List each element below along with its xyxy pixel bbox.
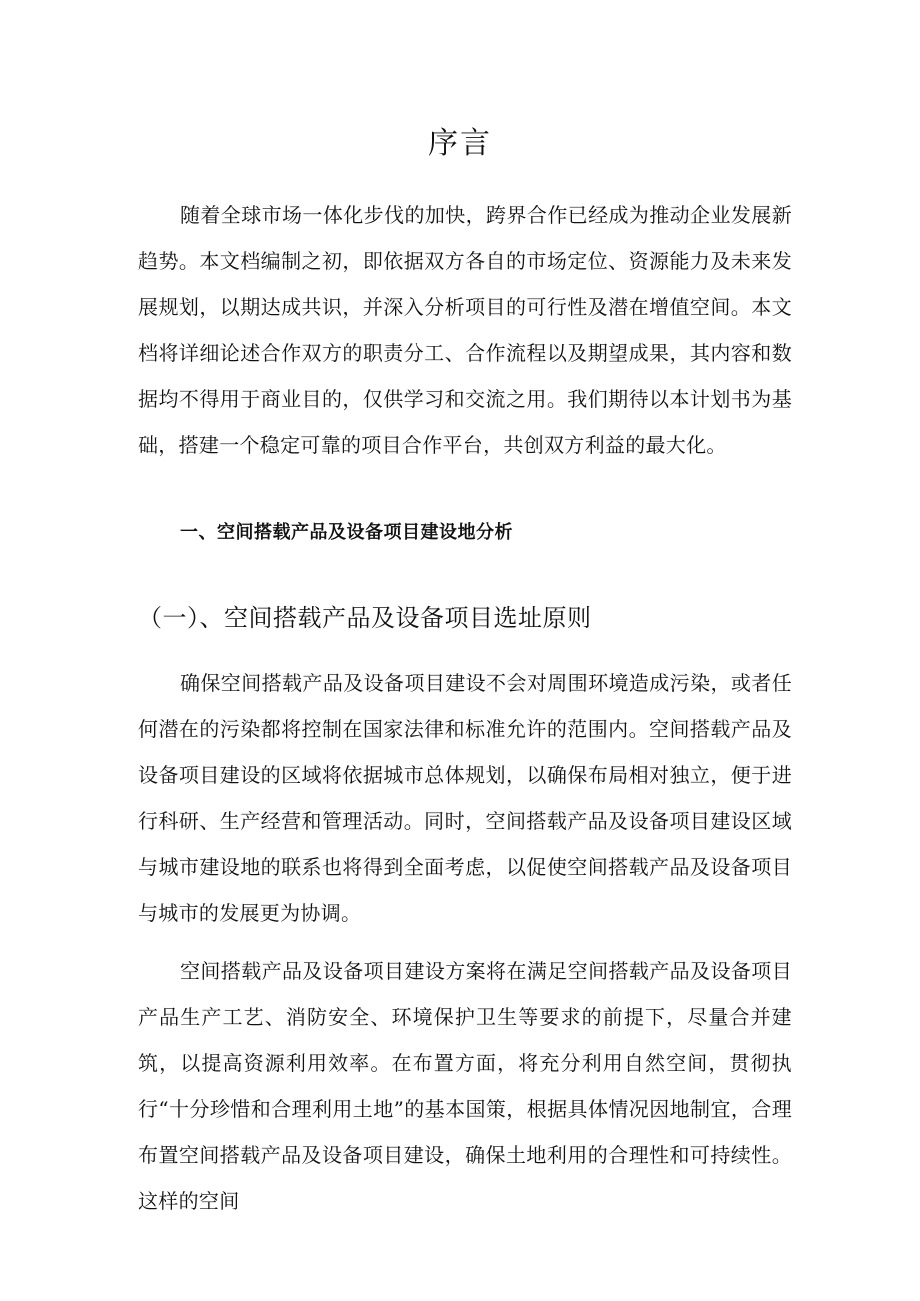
intro-paragraph: 随着全球市场一体化步伐的加快，跨界合作已经成为推动企业发展新趋势。本文档编制之初，即依据双方各自的市场定位、资源能力及未来发展规划，以期达成共识，并深入分析项目的可行性及潜在增值空间。本文档将详细论述合作双方的职责分工、合作流程以及期望成果，其内容和数据均不得用于商业目的，仅供学习和交流之用。我们期待以本计划书为基础，搭建一个稳定可靠的项目合作平台，共创双方利益的最大化。: [138, 203, 792, 457]
subsection-heading: （一）、空间搭载产品及设备项目选址原则: [138, 604, 592, 632]
document-title: 序言: [428, 126, 492, 161]
body-paragraph-site-principles: 确保空间搭载产品及设备项目建设不会对周围环境造成污染，或者任何潜在的污染都将控制在国家法律和标准允许的范围内。空间搭载产品及设备项目建设的区域将依据城市总体规划，以确保布局相对独立，便于进行科研、生产经营和管理活动。同时，空间搭载产品及设备项目建设区域与城市建设地的联系也将得到全面考虑，以促使空间搭载产品及设备项目与城市的发展更为协调。: [138, 671, 792, 925]
section-heading: 一、空间搭载产品及设备项目建设地分析: [180, 522, 513, 543]
body-paragraph-construction-plan: 空间搭载产品及设备项目建设方案将在满足空间搭载产品及设备项目产品生产工艺、消防安全、环境保护卫生等要求的前提下，尽量合并建筑，以提高资源利用效率。在布置方面，将充分利用自然空间，贯彻执行“十分珍惜和合理利用土地”的基本国策，根据具体情况因地制宜，合理布置空间搭载产品及设备项目建设，确保土地利用的合理性和可持续性。这样的空间: [138, 959, 792, 1213]
